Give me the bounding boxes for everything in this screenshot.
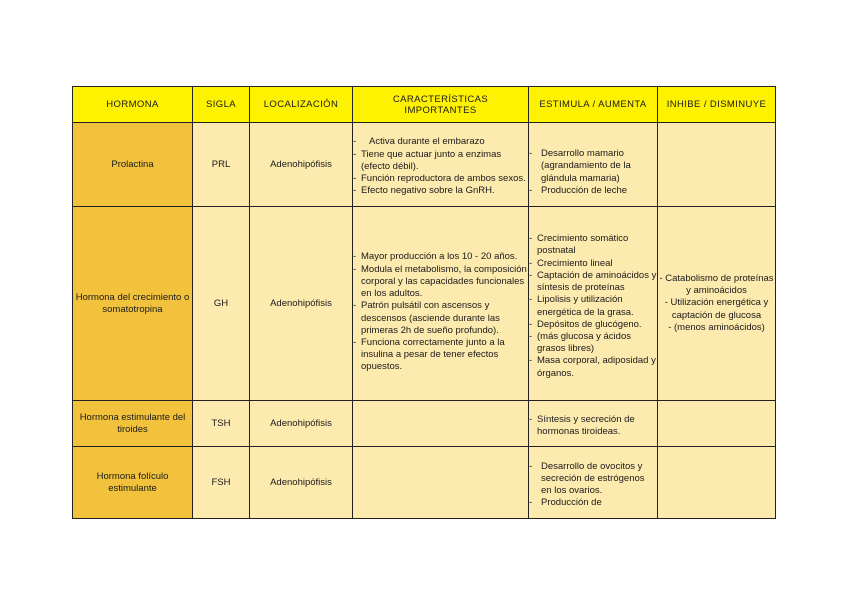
header-sigla: SIGLA bbox=[193, 87, 250, 123]
list-item: - Tiene que actuar junto a enzimas (efecto débil). bbox=[353, 149, 528, 173]
list-item: - Crecimiento somático postnatal bbox=[529, 233, 657, 257]
table-row bbox=[73, 401, 776, 447]
header-row bbox=[73, 87, 776, 123]
estimula-cell bbox=[529, 401, 658, 447]
caracteristicas-cell bbox=[353, 401, 529, 447]
hormone-localizacion: Adenohipófisis bbox=[250, 207, 353, 401]
list-item: - Catabolismo de proteínas y aminoácidos bbox=[659, 272, 774, 297]
list-item: - Captación de aminoácidos y síntesis de proteínas bbox=[529, 270, 657, 294]
list-item: - Producción de bbox=[529, 497, 657, 509]
header-estimula: ESTIMULA / AUMENTA bbox=[529, 87, 658, 123]
caracteristicas-cell bbox=[353, 447, 529, 519]
inhibe-cell bbox=[658, 447, 776, 519]
inhibe-cell bbox=[658, 123, 776, 207]
hormone-sigla: PRL bbox=[193, 123, 250, 207]
header-inhibe: INHIBE / DISMINUYE bbox=[658, 87, 776, 123]
list-item: - Desarrollo de ovocitos y secreción de estrógenos en los ovarios. bbox=[529, 461, 657, 498]
inhibe-cell bbox=[658, 207, 776, 401]
caracteristicas-list bbox=[353, 251, 528, 373]
estimula-list bbox=[529, 414, 657, 438]
list-item: - (menos aminoácidos) bbox=[668, 321, 765, 333]
hormone-name: Prolactina bbox=[73, 123, 193, 207]
list-item: - Activa durante el embarazo bbox=[353, 136, 528, 148]
table-row bbox=[73, 447, 776, 519]
estimula-list bbox=[529, 148, 657, 197]
list-item: - Modula el metabolismo, la composición corporal y las capacidades funcionales en los adultos. bbox=[353, 264, 528, 301]
list-item: - Crecimiento lineal bbox=[529, 258, 657, 270]
list-item: - Síntesis y secreción de hormonas tiroideas. bbox=[529, 414, 657, 438]
estimula-cell bbox=[529, 123, 658, 207]
caracteristicas-list bbox=[353, 136, 528, 197]
caracteristicas-cell bbox=[353, 207, 529, 401]
hormone-name: Hormona estimulante del tiroides bbox=[73, 401, 193, 447]
header-hormona: HORMONA bbox=[73, 87, 193, 123]
list-item: - Masa corporal, adiposidad y órganos. bbox=[529, 355, 657, 379]
list-item: - Efecto negativo sobre la GnRH. bbox=[353, 185, 528, 197]
list-item: - Función reproductora de ambos sexos. bbox=[353, 173, 528, 185]
estimula-list bbox=[529, 233, 657, 379]
hormone-name: Hormona folículo estimulante bbox=[73, 447, 193, 519]
hormone-localizacion: Adenohipófisis bbox=[250, 401, 353, 447]
header-caracteristicas: CARACTERÍSTICAS IMPORTANTES bbox=[353, 87, 529, 123]
estimula-cell bbox=[529, 447, 658, 519]
hormone-localizacion: Adenohipófisis bbox=[250, 447, 353, 519]
list-item: - Patrón pulsátil con ascensos y descensos (asciende durante las primeras 2h de sueño profundo). bbox=[353, 300, 528, 337]
hormone-localizacion: Adenohipófisis bbox=[250, 123, 353, 207]
hormone-table bbox=[72, 86, 776, 519]
list-item: - Mayor producción a los 10 - 20 años. bbox=[353, 251, 528, 263]
table-row bbox=[73, 123, 776, 207]
inhibe-cell bbox=[658, 401, 776, 447]
list-item: - Depósitos de glucógeno. bbox=[529, 319, 657, 331]
list-item: - Utilización energética y captación de glucosa bbox=[664, 297, 769, 321]
hormone-name: Hormona del crecimiento o somatotropina bbox=[73, 207, 193, 401]
list-item: - Desarrollo mamario (agrandamiento de la glándula mamaria) bbox=[529, 148, 657, 185]
estimula-cell bbox=[529, 207, 658, 401]
inhibe-list bbox=[658, 273, 775, 334]
list-item: - Producción de leche bbox=[529, 185, 657, 197]
list-item: - (más glucosa y ácidos grasos libres) bbox=[529, 331, 657, 355]
list-item: - Funciona correctamente junto a la insulina a pesar de tener efectos opuestos. bbox=[353, 337, 528, 374]
table-row bbox=[73, 207, 776, 401]
hormone-sigla: FSH bbox=[193, 447, 250, 519]
header-localizacion: LOCALIZACIÓN bbox=[250, 87, 353, 123]
list-item: - Lipolisis y utilización energética de la grasa. bbox=[529, 294, 657, 318]
hormone-sigla: GH bbox=[193, 207, 250, 401]
caracteristicas-cell bbox=[353, 123, 529, 207]
estimula-list bbox=[529, 461, 657, 510]
hormone-sigla: TSH bbox=[193, 401, 250, 447]
